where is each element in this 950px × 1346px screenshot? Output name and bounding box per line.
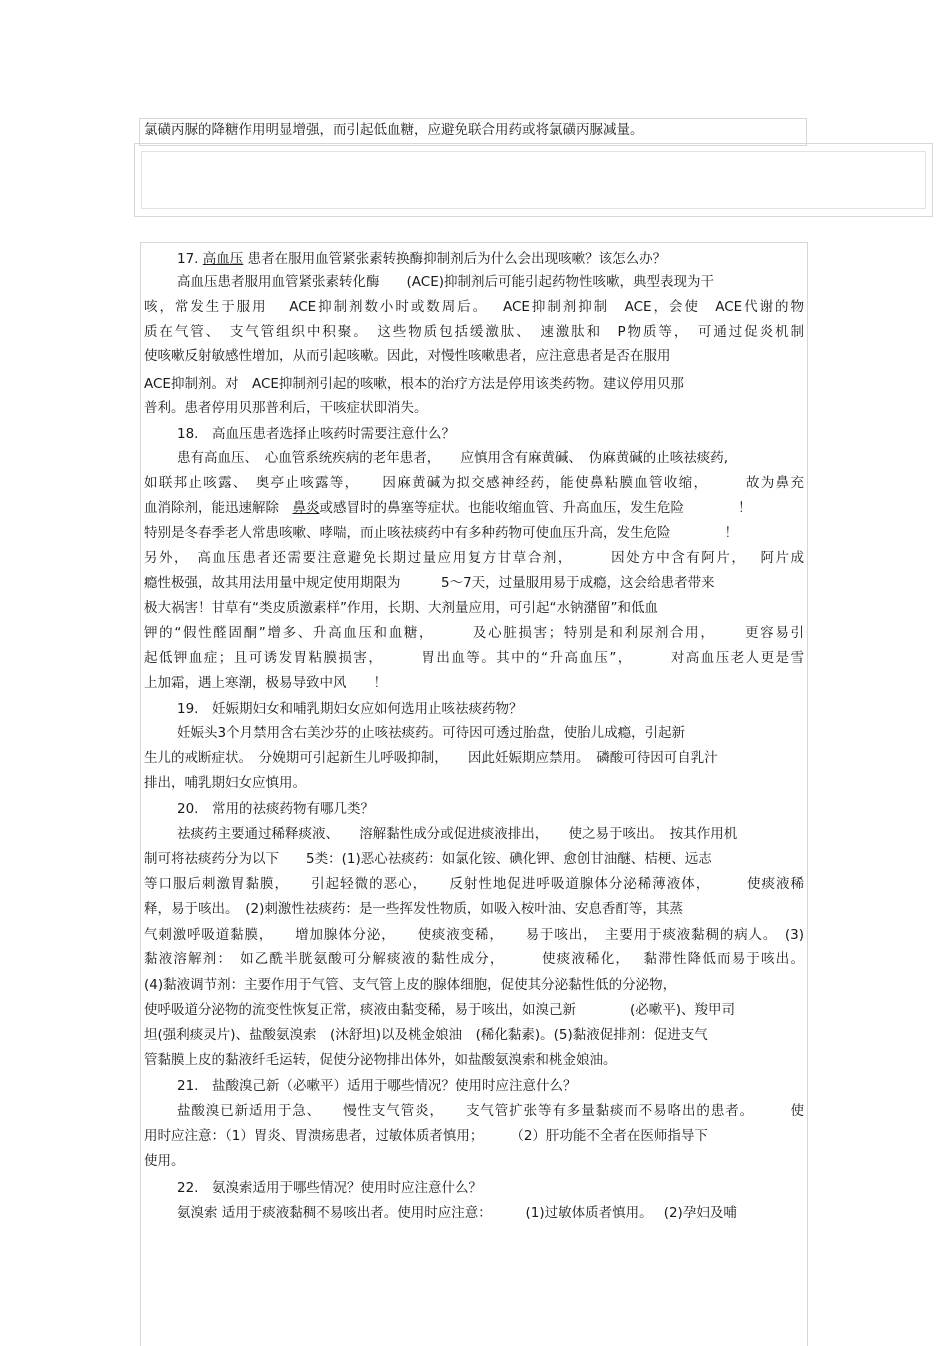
answer-line: 制可将祛痰药分为以下 5类：(1)恶心祛痰药：如氯化铵、碘化钾、愈创甘油醚、桔梗、远志	[144, 851, 712, 867]
answer-line: 氨溴索 适用于痰液黏稠不易咳出者。使用时应注意： (1)过敏体质者慎用。 (2)孕妇及哺	[177, 1205, 737, 1221]
answer-line: 释，易于咳出。 (2)刺激性祛痰药：是一些挥发性物质，如吸入桉叶油、安息香酊等，其蒸	[144, 901, 683, 917]
empty-frame-inner	[141, 151, 926, 209]
question-22: 22. 氨溴索适用于哪些情况？使用时应注意什么？	[177, 1180, 482, 1196]
answer-line: 极大祸害！甘草有“类皮质激素样”作用，长期、大剂量应用，可引起“水钠潴留”和低血	[144, 600, 658, 616]
answer-line: 患有高血压、 心血管系统疾病的老年患者， 应慎用含有麻黄碱、 伪麻黄碱的止咳祛痰药,	[177, 450, 729, 466]
underlined-term: 鼻炎	[292, 500, 320, 516]
answer-line: (4)黏液调节剂：主要作用于气管、支气管上皮的腺体细胞，促使其分泌黏性低的分泌物，	[144, 977, 677, 993]
answer-line: 管黏膜上皮的黏液纤毛运转，促使分泌物排出体外，如盐酸氨溴索和桃金娘油。	[144, 1052, 617, 1068]
answer-line: 等口服后刺激胃黏膜， 引起轻微的恶心， 反射性地促进呼吸道腺体分泌稀薄液体， 使痰液稀	[144, 876, 804, 892]
answer-line: ACE抑制剂。对 ACE抑制剂引起的咳嗽，根本的治疗方法是停用该类药物。建议停用贝那	[144, 376, 684, 392]
answer-line: 咳，常发生于服用 ACE抑制剂数小时或数周后。 ACE抑制剂抑制 ACE，会使 ACE代谢的物	[144, 299, 804, 315]
answer-line: 如联邦止咳露、 奥亭止咳露等， 因麻黄碱为拟交感神经药，能使鼻粘膜血管收缩， 故为鼻充	[144, 475, 804, 491]
question-text: 患者在服用血管紧张素转换酶抑制剂后为什么会出现咳嗽？该怎么办？	[247, 251, 667, 267]
answer-line: 使呼吸道分泌物的流变性恢复正常，痰液由黏变稀，易于咳出，如溴己新 (必嗽平)、羧甲司	[144, 1002, 736, 1018]
empty-frame	[134, 143, 933, 217]
answer-line: 使用。	[144, 1153, 185, 1169]
answer-line: 瘾性极强，故其用法用量中规定使用期限为 5～7天，过量服用易于成瘾，这会给患者带来	[144, 575, 715, 591]
answer-line: 使咳嗽反射敏感性增加，从而引起咳嗽。因此，对慢性咳嗽患者，应注意患者是否在服用	[144, 348, 671, 364]
question-number: 17.	[177, 251, 199, 267]
answer-line: 坦(强利痰灵片)、盐酸氨溴索 (沐舒坦)以及桃金娘油 (稀化黏素)。(5)黏液促排剂：促进支气	[144, 1027, 708, 1043]
answer-line: 钾的“假性醛固酮”增多、升高血压和血糖， 及心脏损害；特别是和利尿剂合用， 更容易引	[144, 625, 804, 641]
answer-line: 黏液溶解剂： 如乙酰半胱氨酸可分解痰液的黏性成分， 使痰液稀化， 黏滞性降低而易于咳出。	[144, 951, 804, 967]
answer-line: 生儿的戒断症状。 分娩期可引起新生儿呼吸抑制， 因此妊娠期应禁用。 磷酸可待因可自乳汁	[144, 750, 718, 766]
answer-line	[144, 498, 804, 518]
answer-line: 妊娠头3个月禁用含右美沙芬的止咳祛痰药。可待因可透过胎盘，使胎儿成瘾，引起新	[177, 725, 686, 741]
question-17	[177, 249, 804, 269]
answer-line: 用时应注意：（1）胃炎、胃溃疡患者，过敏体质者慎用； （2）肝功能不全者在医师指导下	[144, 1128, 708, 1144]
answer-line: 另外， 高血压患者还需要注意避免长期过量应用复方甘草合剂， 因处方中含有阿片， 阿片成	[144, 550, 804, 566]
question-21: 21. 盐酸溴己新（必嗽平）适用于哪些情况？使用时应注意什么？	[177, 1078, 577, 1094]
question-19: 19. 妊娠期妇女和哺乳期妇女应如何选用止咳祛痰药物？	[177, 701, 523, 717]
answer-line: 普利。患者停用贝那普利后，干咳症状即消失。	[144, 400, 428, 416]
answer-line: 祛痰药主要通过稀释痰液、 溶解黏性成分或促进痰液排出， 使之易于咳出。 按其作用机	[177, 826, 738, 842]
answer-line: 盐酸溴已新适用于急、 慢性支气管炎， 支气管扩张等有多量黏痰而不易咯出的患者。 使	[177, 1103, 804, 1119]
answer-line: 气刺激呼吸道黏膜， 增加腺体分泌， 使痰液变稀， 易于咳出， 主要用于痰液黏稠的病人。 (3)	[144, 927, 804, 943]
answer-line: 特别是冬春季老人常患咳嗽、哮喘，而止咳祛痰药中有多种药物可使血压升高，发生危险 ！	[144, 525, 738, 541]
answer-line: 起低钾血症；且可诱发胃粘膜损害， 胃出血等。其中的“升高血压”， 对高血压老人更是雪	[144, 650, 804, 666]
answer-line: 高血压患者服用血管紧张素转化酶 (ACE)抑制剂后可能引起药物性咳嗽，典型表现为干	[177, 274, 714, 290]
answer-text: 血消除剂，能迅速解除	[144, 500, 293, 516]
answer-line: 质在气管、 支气管组织中积聚。 这些物质包括缓激肽、 速激肽和 P物质等， 可通过促炎机制	[144, 324, 804, 340]
underlined-term: 高血压	[202, 251, 244, 267]
answer-line: 上加霜，遇上寒潮，极易导致中风 ！	[144, 675, 387, 691]
question-18: 18. 高血压患者选择止咳药时需要注意什么？	[177, 426, 455, 442]
answer-line: 排出，哺乳期妇女应慎用。	[144, 775, 306, 791]
question-20: 20. 常用的祛痰药物有哪几类？	[177, 801, 374, 817]
top-paragraph: 氯磺丙脲的降糖作用明显增强，而引起低血糖，应避免联合用药或将氯磺丙脲减量。	[144, 122, 644, 138]
answer-text: 或感冒时的鼻塞等症状。也能收缩血管、升高血压，发生危险 ！	[319, 500, 752, 516]
